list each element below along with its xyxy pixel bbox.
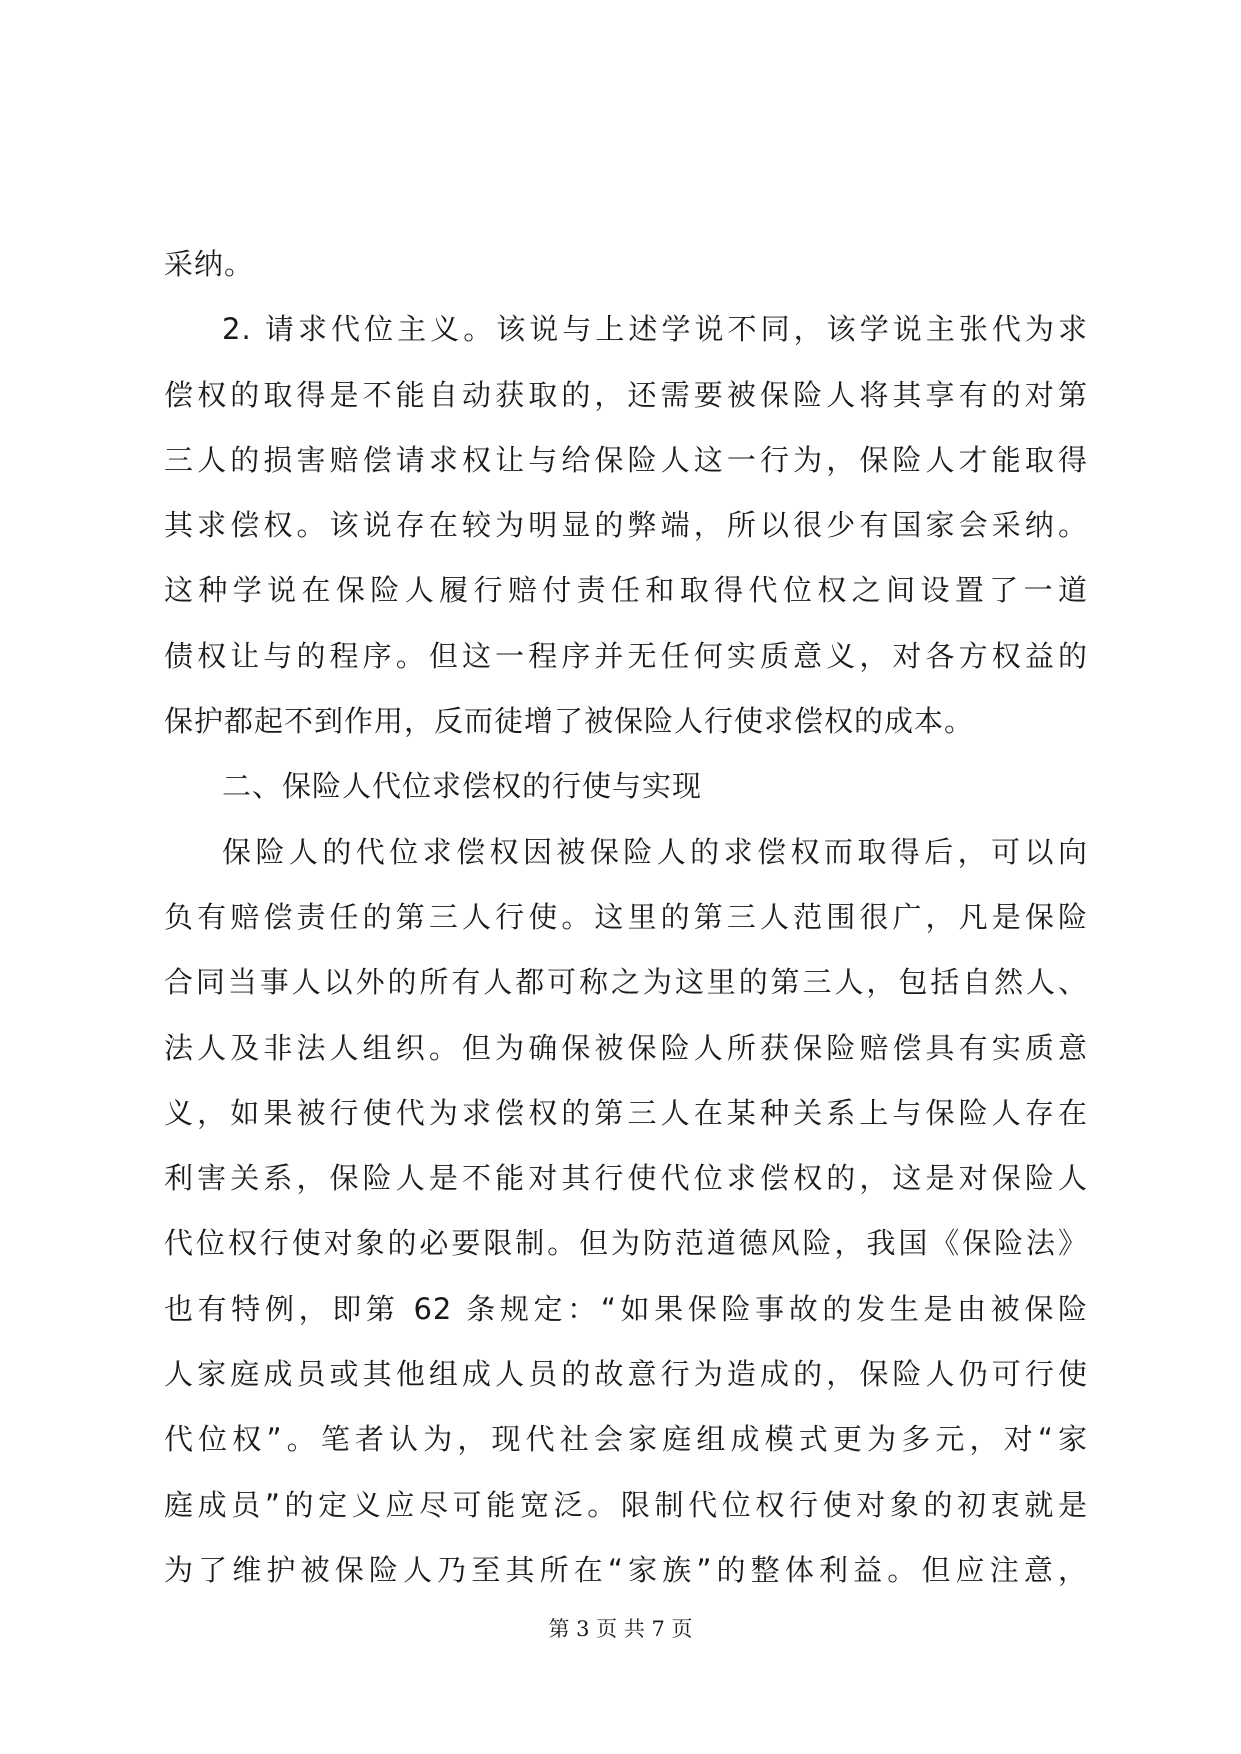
page-number: 第 3 页 共 7 页 <box>548 1617 693 1641</box>
document-body <box>164 232 1088 1603</box>
section-heading: 二、保险人代位求偿权的行使与实现 <box>222 769 703 804</box>
text-line: 也有特例，即第 62 条规定：“如果保险事故的发生是由被保险 <box>164 1291 1088 1326</box>
text-line: 这种学说在保险人履行赔付责任和取得代位权之间设置了一道 <box>164 573 1088 608</box>
text-line: 保险人的代位求偿权因被保险人的求偿权而取得后，可以向 <box>222 834 1088 869</box>
text-line: 代位权”。笔者认为，现代社会家庭组成模式更为多元，对“家 <box>164 1422 1088 1457</box>
text-line: 合同当事人以外的所有人都可称之为这里的第三人，包括自然人、 <box>164 965 1088 1000</box>
text-line: 负有赔偿责任的第三人行使。这里的第三人范围很广，凡是保险 <box>164 899 1088 934</box>
text-line: 代位权行使对象的必要限制。但为防范道德风险，我国《保险法》 <box>164 1226 1088 1261</box>
text-line: 其求偿权。该说存在较为明显的弊端，所以很少有国家会采纳。 <box>164 508 1088 543</box>
text-line: 采纳。 <box>164 247 255 281</box>
text-line: 偿权的取得是不能自动获取的，还需要被保险人将其享有的对第 <box>164 377 1088 412</box>
text-line: 利害关系，保险人是不能对其行使代位求偿权的，这是对保险人 <box>164 1161 1088 1196</box>
text-line: 2. 请求代位主义。该说与上述学说不同，该学说主张代为求 <box>222 312 1088 347</box>
text-line: 为了维护被保险人乃至其所在“家族”的整体利益。但应注意， <box>164 1552 1088 1587</box>
text-line: 人家庭成员或其他组成人员的故意行为造成的，保险人仍可行使 <box>164 1357 1088 1392</box>
text-line: 保护都起不到作用，反而徒增了被保险人行使求偿权的成本。 <box>164 704 975 739</box>
text-line: 义，如果被行使代为求偿权的第三人在某种关系上与保险人存在 <box>164 1095 1088 1130</box>
text-line: 债权让与的程序。但这一程序并无任何实质意义，对各方权益的 <box>164 638 1088 673</box>
text-line: 三人的损害赔偿请求权让与给保险人这一行为，保险人才能取得 <box>164 442 1088 477</box>
text-line: 庭成员”的定义应尽可能宽泛。限制代位权行使对象的初衷就是 <box>164 1487 1088 1522</box>
text-line: 法人及非法人组织。但为确保被保险人所获保险赔偿具有实质意 <box>164 1030 1088 1065</box>
